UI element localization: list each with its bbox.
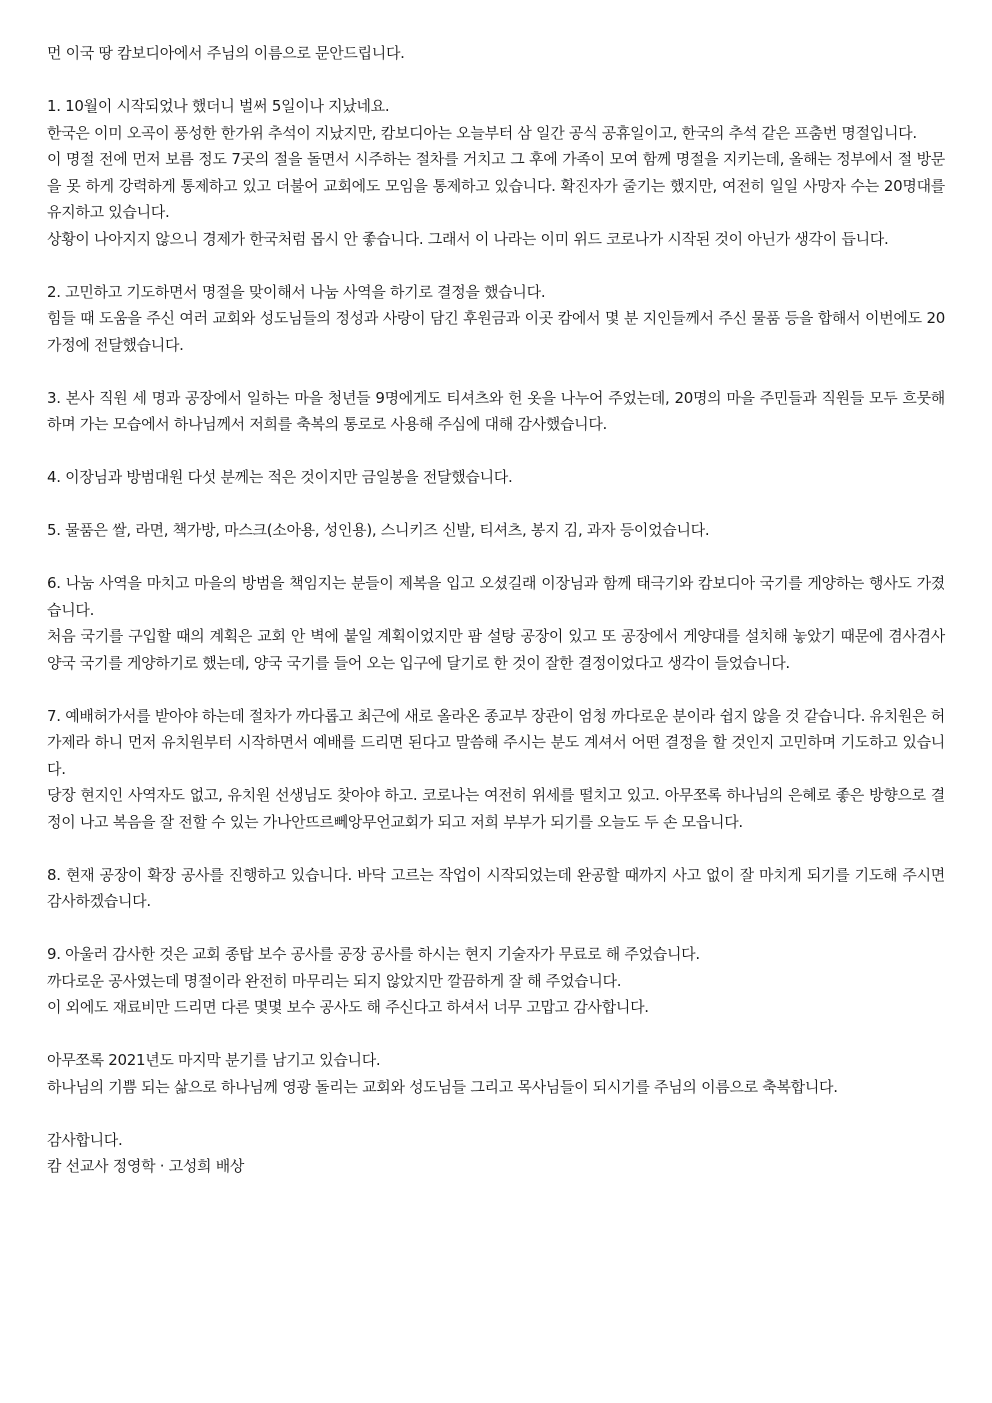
section-6-paragraph: 처음 국기를 구입할 때의 계획은 교회 안 벽에 붙일 계획이었지만 팜 설탕 공장이 있고 또 공장에서 게양대를 설치해 놓았기 때문에 겸사겸사 양국 국기를 게양하기로 했는데, 양국 국기를 들어 오는 입구에 달기로 한 것이 잘한 결정이었다고 생각이 들었습니다. [47, 627, 945, 672]
section-1-heading: 1. 10월이 시작되었나 했더니 벌써 5일이나 지났네요. [47, 97, 390, 115]
section-7-paragraph: 당장 현지인 사역자도 없고, 유치원 선생님도 찾아야 하고. 코로나는 여전히 위세를 떨치고 있고. 아무쪼록 하나님의 은혜로 좋은 방향으로 결정이 나고 복음을 잘 전할 수 있는 가나안뜨르뻬앙무언교회가 되고 저희 부부가 되기를 오늘도 두 손 모읍니다. [47, 786, 945, 831]
closing-line: 아무쪼록 2021년도 마지막 분기를 남기고 있습니다. [47, 1051, 381, 1069]
thanks: 감사합니다. [47, 1130, 123, 1149]
section-2-heading: 2. 고민하고 기도하면서 명절을 맞이해서 나눔 사역을 하기로 결정을 했습니다. [47, 282, 546, 301]
section-4-paragraph: 4. 이장님과 방범대원 다섯 분께는 적은 것이지만 금일봉을 전달했습니다. [47, 468, 513, 486]
section-9-paragraph: 까다로운 공사였는데 명절이라 완전히 마무리는 되지 않았지만 깔끔하게 잘 해 주었습니다. [47, 971, 622, 990]
signature: 캄 선교사 정영학 · 고성희 배상 [47, 1157, 245, 1175]
section-9-paragraph: 이 외에도 재료비만 드리면 다른 몇몇 보수 공사도 해 주신다고 하셔서 너무 고맙고 감사합니다. [47, 998, 649, 1016]
section-7-heading: 7. 예배허가서를 받아야 하는데 절차가 까다롭고 최근에 새로 올라온 종교부 장관이 엄청 까다로운 분이라 쉽지 않을 것 같습니다. 유치원은 허가제라 하니 먼저 유치원부터 시작하면서 예배를 드리면 된다고 말씀해 주시는 분도 계셔서 어떤 결정을 할 것인지 고민하며 기도하고 있습니다. [47, 706, 945, 778]
section-9-heading: 9. 아울러 감사한 것은 교회 종탑 보수 공사를 공장 공사를 하시는 현지 기술자가 무료로 해 주었습니다. [47, 945, 700, 963]
section-2-paragraph: 힘들 때 도움을 주신 여러 교회와 성도님들의 정성과 사랑이 담긴 후원금과 이곳 캄에서 몇 분 지인들께서 주신 물품 등을 합해서 이번에도 20가정에 전달했습니다. [47, 309, 945, 354]
letter-document [47, 40, 945, 1180]
section-1-paragraph: 상황이 나아지지 않으니 경제가 한국처럼 몹시 안 좋습니다. 그래서 이 나라는 이미 위드 코로나가 시작된 것이 아닌가 생각이 듭니다. [47, 229, 889, 248]
closing-blessing: 하나님의 기쁨 되는 삶으로 하나님께 영광 돌리는 교회와 성도님들 그리고 목사님들이 되시기를 주님의 이름으로 축복합니다. [47, 1077, 838, 1096]
section-6-heading: 6. 나눔 사역을 마치고 마을의 방범을 책임지는 분들이 제복을 입고 오셨길래 이장님과 함께 태극기와 캄보디아 국기를 게양하는 행사도 가졌습니다. [47, 574, 945, 619]
section-1-paragraph: 한국은 이미 오곡이 풍성한 한가위 추석이 지났지만, 캄보디아는 오늘부터 삼 일간 공식 공휴일이고, 한국의 추석 같은 프춤번 명절입니다. [47, 123, 917, 142]
greeting: 먼 이국 땅 캄보디아에서 주님의 이름으로 문안드립니다. [47, 44, 405, 62]
section-8-paragraph: 8. 현재 공장이 확장 공사를 진행하고 있습니다. 바닥 고르는 작업이 시작되었는데 완공할 때까지 사고 없이 잘 마치게 되기를 기도해 주시면 감사하겠습니다. [47, 865, 945, 910]
section-5-paragraph: 5. 물품은 쌀, 라면, 책가방, 마스크(소아용, 성인용), 스니키즈 신발, 티셔츠, 봉지 김, 과자 등이었습니다. [47, 521, 710, 539]
section-1-paragraph: 이 명절 전에 먼저 보름 정도 7곳의 절을 돌면서 시주하는 절차를 거치고 그 후에 가족이 모여 함께 명절을 지키는데, 올해는 정부에서 절 방문을 못 하게 강력하게 통제하고 있고 더불어 교회에도 모임을 통제하고 있습니다. 확진자가 줄기는 했지만, 여전히 일일 사망자 수는 20명대를 유지하고 있습니다. [47, 150, 945, 221]
section-3-paragraph: 3. 본사 직원 세 명과 공장에서 일하는 마을 청년들 9명에게도 티셔츠와 헌 옷을 나누어 주었는데, 20명의 마을 주민들과 직원들 모두 흐뭇해하며 가는 모습에서 하나님께서 저희를 축복의 통로로 사용해 주심에 대해 감사했습니다. [47, 388, 945, 433]
